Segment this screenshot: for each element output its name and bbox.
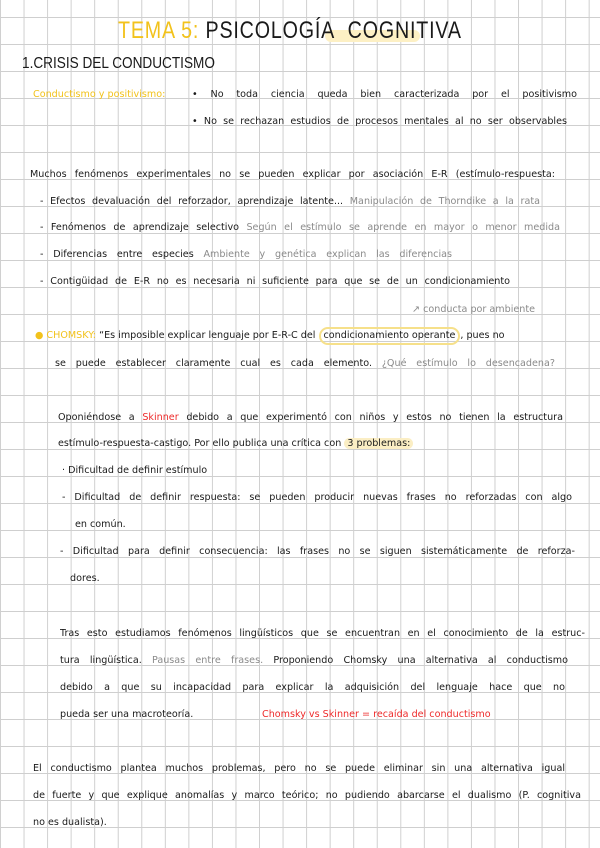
skinner-line-2: estímulo-respuesta-castigo. Por ello publica una crítica con 3 problemas: bbox=[58, 437, 413, 451]
chomsky-quote-line: ● CHOMSKY: “Es imposible explicar lenguaje por E-R-C del condicionamiento operante , pues no bbox=[35, 329, 565, 343]
chomsky-line-2: se puede establecer claramente cual es cada elemento. ¿Qué estímulo lo desencadena? bbox=[55, 358, 555, 369]
positivism-bullet-2: • No se rechazan estudios de procesos mentales al no ser observables bbox=[192, 116, 567, 127]
positivism-bullet-1: • No toda ciencia queda bien caracterizada por el positivismo bbox=[192, 89, 577, 100]
problem-item-cont: en común. bbox=[75, 519, 126, 530]
problem-item: - Dificultad para definir consecuencia: las frases no se siguen sistemáticamente de reforza- bbox=[60, 546, 575, 557]
phenomena-item: - Diferencias entre especies Ambiente y genética explican las diferencias bbox=[40, 249, 452, 260]
linguistics-line-4: pueda ser una macroteoría. bbox=[60, 709, 194, 720]
linguistics-line-2: tura lingüística. Pausas entre frases. Proponiendo Chomsky una alternativa al conductismo bbox=[60, 655, 568, 666]
phenomena-intro: Muchos fenómenos experimentales no se pueden explicar por asociación E-R (estímulo-respuesta: bbox=[30, 169, 555, 180]
linguistics-line-1: Tras esto estudiamos fenómenos lingüísticos que se encuentran en el conocimiento de la estruc- bbox=[60, 628, 585, 639]
closing-line-2: de fuerte y que explique anomalías y marco teórico; no pudiendo abarcarse el dualismo (P. cognitiva bbox=[33, 790, 581, 801]
problems-badge: 3 problemas: bbox=[344, 438, 413, 449]
problem-item: - Dificultad de definir respuesta: se pueden producir nuevas frases no reforzadas con algo bbox=[62, 492, 572, 503]
phenomena-item: - Contigüidad de E-R no es necesaria ni suficiente para que se de un condicionamiento bbox=[40, 276, 510, 287]
skinner-name: Skinner bbox=[142, 412, 179, 423]
positivism-label: Conductismo y positivismo: bbox=[33, 89, 166, 100]
phenomena-item: - Fenómenos de aprendizaje selectivo Según el estímulo se aprende en mayor o menor medida bbox=[40, 222, 560, 233]
problem-item: · Dificultad de definir estímulo bbox=[62, 465, 208, 476]
chomsky-label: ● CHOMSKY: bbox=[35, 330, 97, 341]
conducta-annotation: ↗ conducta por ambiente bbox=[412, 304, 536, 315]
circled-term: condicionamiento operante bbox=[319, 327, 461, 345]
page-title: TEMA 5: PSICOLOGÍA COGNITIVA bbox=[118, 17, 462, 44]
problem-item-cont: dores. bbox=[70, 573, 100, 584]
section-heading: 1.CRISIS DEL CONDUCTISMO bbox=[22, 55, 215, 72]
skinner-line-1: Oponiéndose a Skinner debido a que experimentó con niños y estos no tienen la estructura bbox=[58, 412, 563, 423]
linguistics-line-3: debido a que su incapacidad para explicar la adquisición del lenguaje hace que no bbox=[60, 682, 565, 693]
phenomena-item: - Efectos devaluación del reforzador, aprendizaje latente... Manipulación de Thorndike a la rata bbox=[40, 196, 540, 207]
conclusion-note: Chomsky vs Skinner = recaída del conductismo bbox=[262, 709, 491, 720]
closing-line-3: no es dualista). bbox=[33, 817, 107, 828]
closing-line-1: El conductismo plantea muchos problemas, pero no se puede eliminar sin una alternativa igual bbox=[33, 763, 565, 774]
